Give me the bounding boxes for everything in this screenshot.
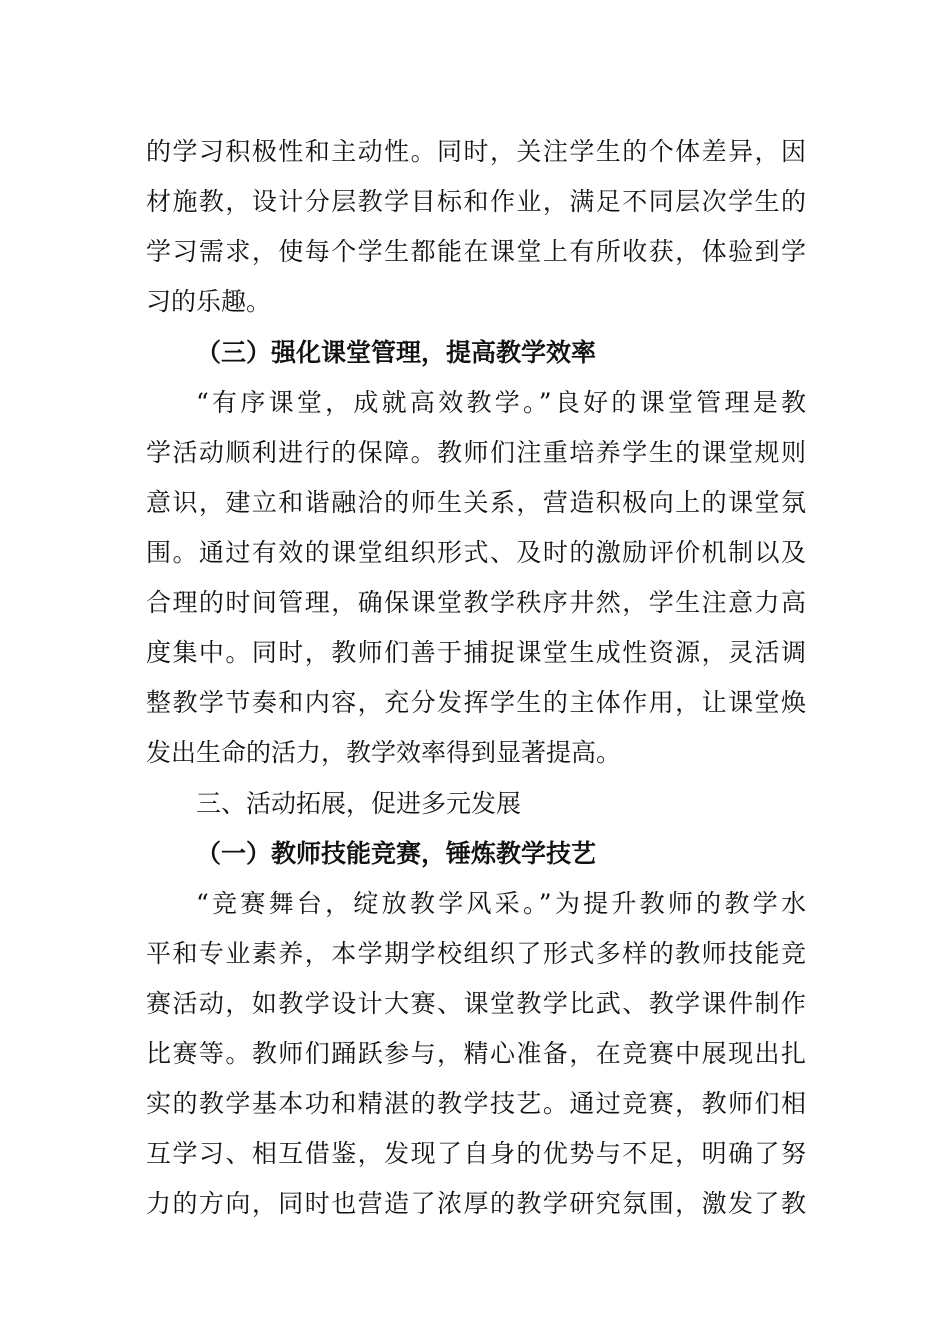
section-heading: （三）强化课堂管理，提高教学效率 — [196, 338, 597, 367]
body-text-line: 力的方向，同时也营造了浓厚的教学研究氛围，激发了教 — [146, 1189, 806, 1218]
body-text-line: 度集中。同时，教师们善于捕捉课堂生成性资源，灵活调 — [146, 638, 806, 667]
paragraph-first-line: “竞赛舞台，绽放教学风采。”为提升教师的教学水 — [196, 889, 806, 918]
body-text-line: 学活动顺利进行的保障。教师们注重培养学生的课堂规则 — [146, 438, 806, 467]
body-text-line: 互学习、相互借鉴，发现了自身的优势与不足，明确了努 — [146, 1139, 806, 1168]
body-text-line: 的学习积极性和主动性。同时，关注学生的个体差异，因 — [146, 137, 806, 166]
body-text-line: 材施教，设计分层教学目标和作业，满足不同层次学生的 — [146, 187, 806, 216]
section-heading: （一）教师技能竞赛，锤炼教学技艺 — [196, 839, 597, 868]
body-text-line: 合理的时间管理，确保课堂教学秩序井然，学生注意力高 — [146, 588, 806, 617]
body-text-line: 学习需求，使每个学生都能在课堂上有所收获，体验到学 — [146, 237, 806, 266]
body-text-line: 围。通过有效的课堂组织形式、及时的激励评价机制以及 — [146, 538, 806, 567]
body-text-line: 习的乐趣。 — [146, 287, 272, 316]
body-text-line: 赛活动，如教学设计大赛、课堂教学比武、教学课件制作 — [146, 989, 806, 1018]
body-text-line: 平和专业素养，本学期学校组织了形式多样的教师技能竞 — [146, 939, 806, 968]
body-text-line: 比赛等。教师们踊跃参与，精心准备，在竞赛中展现出扎 — [146, 1039, 806, 1068]
body-text-line: 实的教学基本功和精湛的教学技艺。通过竞赛，教师们相 — [146, 1089, 806, 1118]
paragraph-first-line: “有序课堂，成就高效教学。”良好的课堂管理是教 — [196, 388, 806, 417]
body-text-line: 发出生命的活力，教学效率得到显著提高。 — [146, 738, 622, 767]
body-text-line: 意识，建立和谐融洽的师生关系，营造积极向上的课堂氛 — [146, 488, 806, 517]
body-text-line: 整教学节奏和内容，充分发挥学生的主体作用，让课堂焕 — [146, 688, 806, 717]
chapter-heading: 三、活动拓展，促进多元发展 — [196, 789, 522, 818]
